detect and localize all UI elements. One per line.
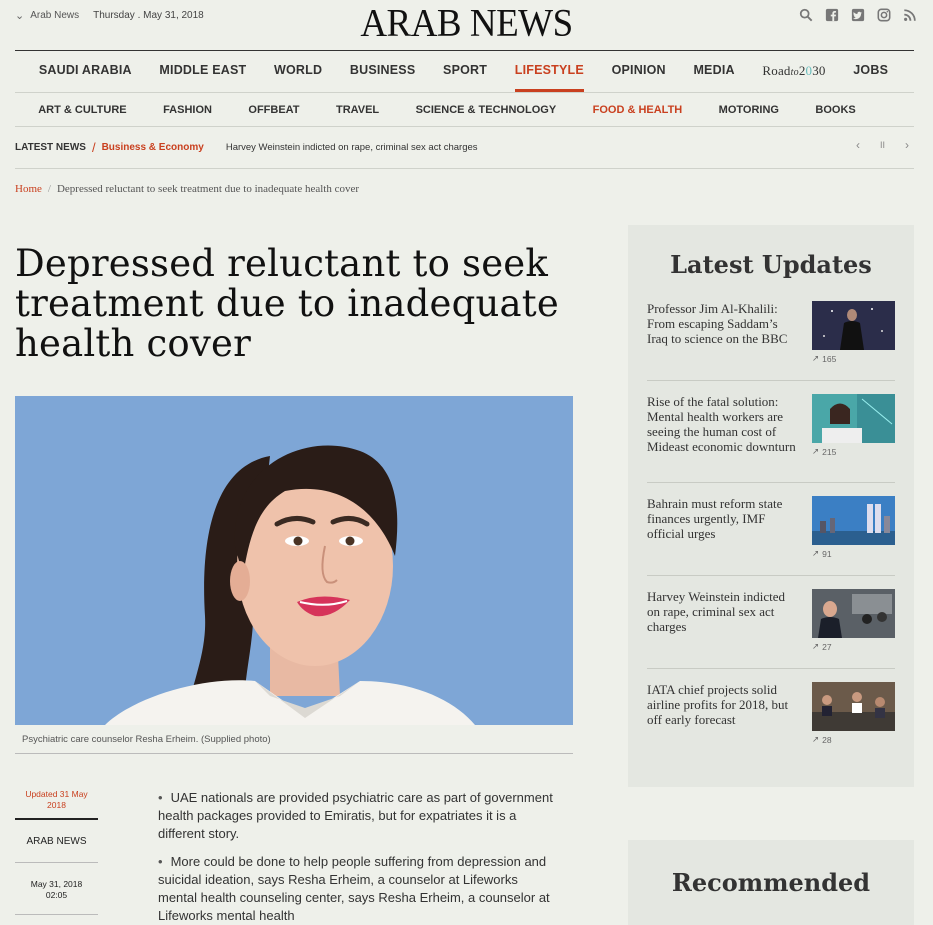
sub-nav	[15, 93, 914, 126]
meta-divider	[15, 914, 98, 915]
caption-rule	[15, 753, 573, 754]
latest-updates-panel	[628, 225, 914, 787]
item-divider	[647, 668, 895, 669]
meta-divider	[15, 862, 98, 863]
subnav-fashion[interactable]: FASHION	[163, 103, 212, 116]
article-hero-image	[15, 396, 573, 725]
update-thumbnail[interactable]	[812, 682, 895, 731]
twitter-icon[interactable]	[851, 8, 865, 22]
update-thumbnail[interactable]	[812, 589, 895, 638]
pause-icon[interactable]: II	[879, 140, 885, 150]
nav-lifestyle[interactable]: LIFESTYLE	[515, 51, 584, 92]
trending-icon: ↗	[812, 353, 820, 363]
recommended-panel	[628, 840, 914, 925]
ticker-label: LATEST NEWS	[15, 142, 86, 153]
current-date: Thursday . May 31, 2018	[93, 10, 204, 21]
subnav-art-culture[interactable]: ART & CULTURE	[38, 103, 127, 116]
ticker-divider	[15, 168, 914, 169]
update-item[interactable]	[647, 301, 895, 381]
breadcrumb: Home / Depressed reluctant to seek treatment due to inadequate health cover	[15, 183, 360, 195]
item-divider	[647, 380, 895, 381]
trending-icon: ↗	[812, 641, 820, 651]
update-item[interactable]	[647, 589, 895, 669]
view-count: ↗ 215	[812, 446, 837, 457]
latest-news-ticker	[15, 127, 914, 168]
subnav-science-technology[interactable]: SCIENCE & TECHNOLOGY	[415, 103, 557, 116]
trending-icon: ↗	[812, 734, 820, 744]
update-title[interactable]: Harvey Weinstein indicted on rape, criminal sex act charges	[647, 589, 786, 634]
subnav-offbeat[interactable]: OFFBEAT	[248, 103, 300, 116]
view-count: ↗ 165	[812, 353, 837, 364]
instagram-icon[interactable]	[877, 8, 891, 22]
nav-middle-east[interactable]: MIDDLE EAST	[159, 63, 247, 77]
nav-media[interactable]: MEDIA	[693, 63, 735, 77]
nav-saudi-arabia[interactable]: SAUDI ARABIA	[38, 63, 132, 77]
nav-opinion[interactable]: OPINION	[611, 63, 666, 77]
recommended-title: Recommended	[671, 868, 871, 897]
image-caption: Psychiatric care counselor Resha Erheim. (Supplied photo)	[22, 734, 271, 745]
ticker-headline[interactable]: Harvey Weinstein indicted on rape, criminal sex act charges	[225, 142, 478, 153]
ticker-category[interactable]: Business & Economy	[101, 142, 204, 153]
publish-date: May 31, 2018 02:05	[30, 879, 83, 900]
subnav-travel[interactable]: TRAVEL	[335, 103, 380, 116]
item-divider	[647, 575, 895, 576]
update-title[interactable]: Bahrain must reform state finances urgently, IMF official urges	[647, 496, 783, 541]
article-title: Depressed reluctant to seek treatment due to inadequate health cover	[15, 242, 559, 365]
update-item[interactable]	[647, 496, 895, 576]
chevron-right-icon[interactable]: ›	[905, 138, 909, 152]
chevron-down-icon[interactable]: ⌄	[15, 10, 25, 22]
meta-divider	[15, 818, 98, 820]
highlight-item: • UAE nationals are provided psychiatric care as part of government health packages provided to Emiratis, but for expatriates it is a different story.	[158, 789, 558, 843]
ticker-controls	[856, 138, 909, 152]
update-thumbnail[interactable]	[812, 496, 895, 545]
update-thumbnail[interactable]	[812, 394, 895, 443]
nav-jobs[interactable]: JOBS	[853, 63, 889, 77]
trending-icon: ↗	[812, 446, 820, 456]
facebook-icon[interactable]	[825, 8, 839, 22]
nav-road-to-2030[interactable]: Roadto2030	[762, 63, 826, 78]
nav-sport[interactable]: SPORT	[443, 63, 488, 77]
nav-world[interactable]: WORLD	[274, 63, 323, 77]
update-thumbnail[interactable]	[812, 301, 895, 350]
site-logo[interactable]: ARAB NEWS	[360, 1, 573, 46]
breadcrumb-home[interactable]: Home	[15, 183, 42, 195]
highlight-item: • More could be done to help people suffering from depression and suicidal ideation, says Resha Erheim, a counselor at Lifeworks mental health counseling center, says Resha Erheim, a counselor at Lifeworks mental health	[158, 853, 558, 925]
social-links	[799, 8, 917, 22]
ticker-slash: /	[91, 140, 96, 155]
nav-business[interactable]: BUSINESS	[349, 63, 416, 77]
updated-date: Updated 31 May 2018	[25, 789, 88, 810]
site-name[interactable]: Arab News	[30, 10, 80, 21]
main-nav	[15, 51, 914, 92]
update-title[interactable]: Professor Jim Al-Khalili: From escaping Saddam’s Iraq to science on the BBC	[647, 301, 788, 346]
trending-icon: ↗	[812, 548, 820, 558]
latest-updates-title: Latest Updates	[670, 250, 872, 279]
rss-icon[interactable]	[903, 8, 917, 22]
view-count: ↗ 91	[812, 548, 832, 559]
article-highlights	[158, 789, 558, 925]
subnav-motoring[interactable]: MOTORING	[718, 103, 779, 116]
article-source[interactable]: ARAB NEWS	[26, 836, 87, 847]
view-count: ↗ 28	[812, 734, 832, 745]
chevron-left-icon[interactable]: ‹	[855, 138, 860, 152]
breadcrumb-current: Depressed reluctant to seek treatment due to inadequate health cover	[56, 183, 360, 195]
search-icon[interactable]	[799, 8, 813, 22]
view-count: ↗ 27	[812, 641, 832, 652]
subnav-food-health[interactable]: FOOD & HEALTH	[592, 103, 683, 116]
update-title[interactable]: Rise of the fatal solution: Mental health workers are seeing the human cost of Mideast economic downturn	[647, 394, 796, 454]
update-item[interactable]	[647, 682, 895, 752]
subnav-books[interactable]: BOOKS	[815, 103, 856, 116]
update-title[interactable]: IATA chief projects solid airline profits for 2018, but off early forecast	[647, 682, 789, 727]
item-divider	[647, 482, 895, 483]
update-item[interactable]	[647, 394, 895, 484]
